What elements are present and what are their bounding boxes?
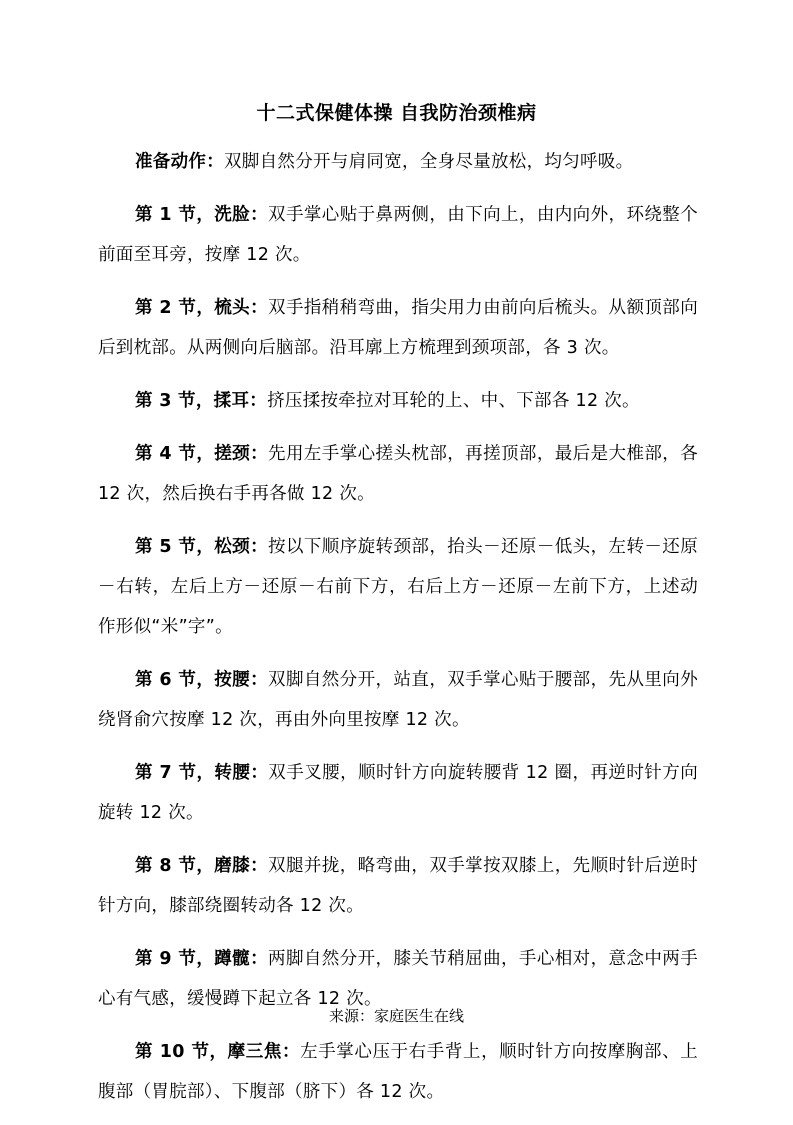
paragraph-heading: 第 10 节，摩三焦：	[135, 1042, 301, 1062]
paragraph-text: 按以下顺序旋转颈部，抬头－还原－低头，左转－还原－右转，左后上方－还原－右前下方，右后上方－还原－左前下方，上述动作形似“米”字”。	[98, 537, 698, 637]
paragraph-heading: 准备动作：	[135, 152, 224, 172]
paragraph-section-7	[98, 753, 698, 833]
paragraph-preparation	[98, 142, 698, 182]
document-title: 十二式保健体操 自我防治颈椎病	[256, 102, 537, 124]
paragraph-text: 双手掌心贴于鼻两侧，由下向上，由内向外，环绕整个前面至耳旁，按摩 12 次。	[98, 205, 698, 265]
paragraph-section-6	[98, 660, 698, 740]
paragraph-heading: 第 3 节，揉耳：	[135, 391, 268, 411]
paragraph-text: 双脚自然分开，站直，双手掌心贴于腰部，先从里向外绕肾俞穴按摩 12 次，再由外向里按摩 12 次。	[98, 670, 698, 730]
paragraph-heading: 第 5 节，松颈：	[135, 537, 269, 557]
paragraph-text: 双腿并拢，略弯曲，双手掌按双膝上，先顺时针后逆时针方向，膝部绕圈转动各 12 次。	[98, 856, 698, 916]
paragraph-text: 左手掌心压于右手背上，顺时针方向按摩胸部、上腹部（胃脘部）、下腹部（脐下）各 12 次。	[98, 1042, 698, 1102]
paragraph-heading: 第 4 节，搓颈：	[135, 444, 269, 464]
paragraph-heading: 第 2 节，梳头：	[135, 298, 269, 318]
paragraph-section-1	[98, 195, 698, 275]
document-body	[98, 142, 698, 1125]
paragraph-section-10	[98, 1032, 698, 1112]
paragraph-section-3	[98, 381, 698, 421]
paragraph-section-5	[98, 527, 698, 647]
paragraph-heading: 第 6 节，按腰：	[135, 670, 269, 690]
source-credit: 来源：家庭医生在线	[328, 1007, 464, 1025]
paragraph-heading: 第 7 节，转腰：	[135, 763, 269, 783]
paragraph-heading: 第 8 节，磨膝：	[135, 856, 269, 876]
paragraph-text: 挤压揉按牵拉对耳轮的上、中、下部各 12 次。	[267, 391, 640, 411]
paragraph-text: 双脚自然分开与肩同宽，全身尽量放松，均匀呼吸。	[224, 152, 634, 172]
paragraph-section-2	[98, 288, 698, 368]
paragraph-text: 先用左手掌心搓头枕部，再搓顶部，最后是大椎部，各 12 次，然后换右手再各做 12 次。	[98, 444, 698, 504]
paragraph-heading: 第 9 节，蹲髋：	[135, 949, 269, 969]
paragraph-text: 两脚自然分开，膝关节稍屈曲，手心相对，意念中两手心有气感，缓慢蹲下起立各 12 次。	[98, 949, 698, 1009]
paragraph-heading: 第 1 节，洗脸：	[135, 205, 269, 225]
paragraph-section-8	[98, 846, 698, 926]
paragraph-text: 双手叉腰，顺时针方向旋转腰背 12 圈，再逆时针方向旋转 12 次。	[98, 763, 699, 823]
paragraph-text: 双手指稍稍弯曲，指尖用力由前向后梳头。从额顶部向后到枕部。从两侧向后脑部。沿耳廓上方梳理到颈项部，各 3 次。	[98, 298, 698, 358]
paragraph-section-4	[98, 434, 698, 514]
